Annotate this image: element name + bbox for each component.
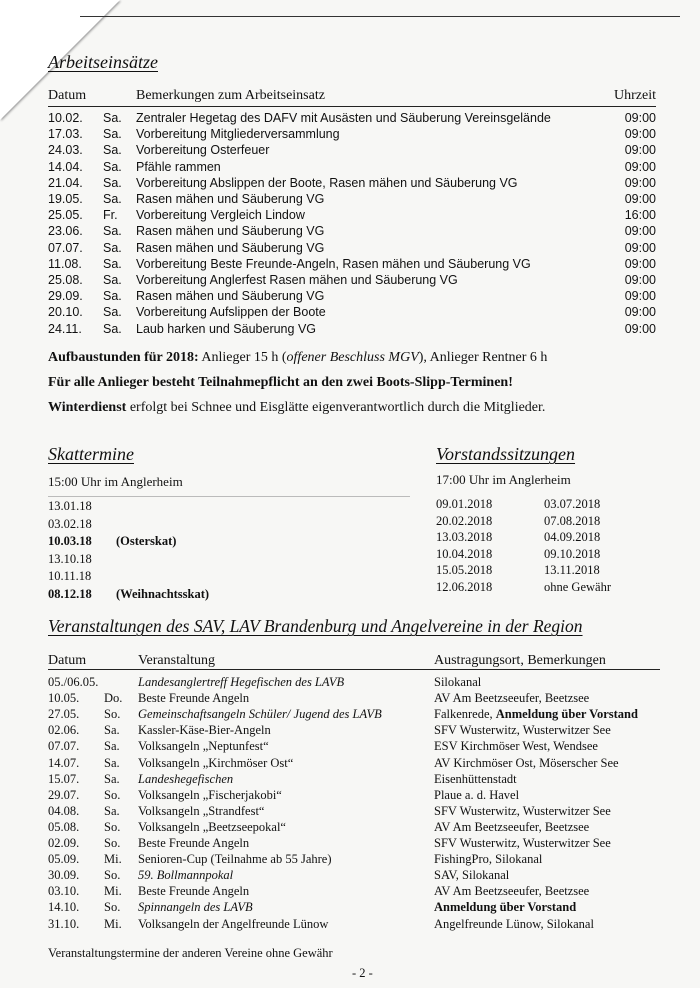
event-place	[434, 787, 519, 803]
work-row-day: Sa.	[103, 256, 122, 271]
event-date: 29.07.	[48, 787, 80, 802]
work-row-note: Vorbereitung Mitgliederversammlung	[136, 127, 340, 142]
notes-hours-label: Aufbaustunden für 2018:	[48, 350, 199, 365]
work-row-date: 10.02.	[48, 111, 83, 125]
event-day: Mi.	[104, 884, 122, 899]
event-place-text: SFV Wusterwitz, Wusterwitzer See	[434, 723, 611, 738]
work-row-day: Sa.	[103, 127, 122, 142]
notes-winter-text: erfolgt bei Schnee und Eisglätte eigenverantwortlich durch die Mitglieder.	[126, 400, 546, 415]
skat-date: 13.01.18	[48, 499, 92, 513]
board-date-right: ohne Gewähr	[544, 579, 611, 594]
work-row-day: Sa.	[103, 224, 122, 239]
event-name: Kassler-Käse-Bier-Angeln	[138, 723, 271, 738]
work-row-time: 09:00	[624, 273, 656, 287]
work-row-day: Sa.	[103, 321, 122, 336]
event-day: So.	[104, 868, 121, 883]
event-place-bold: Anmeldung über Vorstand	[495, 707, 638, 722]
event-name: Gemeinschaftsangeln Schüler/ Jugend des LAVB	[138, 707, 382, 722]
board-date-left: 20.02.2018	[436, 513, 493, 528]
work-title: Arbeitseinsätze	[48, 52, 158, 72]
event-place-text: FishingPro, Silokanal	[434, 852, 543, 867]
event-date: 30.09.	[48, 868, 80, 883]
work-row-note: Vorbereitung Abslippen der Boote, Rasen mähen und Säuberung VG	[136, 175, 518, 190]
event-row	[48, 916, 668, 932]
event-place	[434, 835, 611, 851]
work-row	[48, 321, 656, 337]
event-row	[48, 835, 668, 851]
event-row	[48, 722, 668, 738]
work-row-day: Sa.	[103, 192, 122, 206]
events-header-line-left	[48, 653, 434, 670]
work-row-time: 16:00	[624, 208, 656, 223]
event-day: Sa.	[104, 771, 120, 786]
skat-date: 13.10.18	[48, 551, 92, 566]
event-name: Senioren-Cup (Teilnahme ab 55 Jahre)	[138, 852, 332, 867]
work-row-date: 25.08.	[48, 273, 83, 287]
work-header	[48, 88, 656, 107]
event-date: 27.05.	[48, 707, 80, 722]
work-row-note: Pfähle rammen	[136, 159, 221, 174]
event-place	[434, 690, 589, 706]
work-row-time: 09:00	[624, 192, 656, 206]
event-place-text: AV Am Beetzseeufer, Beetzsee	[434, 819, 590, 834]
event-place-text: AV Kirchmöser Ost, Möserscher See	[434, 755, 619, 770]
event-place-text: Silokanal	[434, 675, 482, 689]
event-place-text: SAV, Silokanal	[434, 868, 510, 883]
work-row	[48, 191, 656, 207]
event-day: Sa.	[104, 739, 120, 754]
work-row-date: 07.07.	[48, 240, 83, 255]
event-date: 02.06.	[48, 723, 80, 738]
event-place	[434, 803, 611, 819]
board-date-right: 07.08.2018	[544, 513, 601, 528]
notes-line-2: Für alle Anlieger besteht Teilnahmepflicht an den zwei Boots-Slipp-Terminen!	[48, 375, 513, 390]
skat-title: Skattermine	[48, 444, 134, 464]
work-row-date: 14.04.	[48, 159, 83, 174]
event-row	[48, 674, 668, 690]
event-place	[434, 899, 576, 915]
work-row-day: Sa.	[103, 273, 122, 287]
event-place	[434, 755, 619, 771]
event-place-text: Plaue a. d. Havel	[434, 787, 520, 802]
work-row	[48, 142, 656, 158]
event-day: Mi.	[104, 852, 122, 867]
work-row-day: Sa.	[103, 143, 122, 158]
event-day: Sa.	[104, 755, 120, 770]
board-date-right: 13.11.2018	[544, 563, 600, 577]
event-name: Landeshegefischen	[138, 771, 234, 786]
work-row-day: Sa.	[103, 240, 122, 255]
work-header-date: Datum	[48, 88, 87, 103]
events-header	[48, 653, 660, 670]
event-place	[434, 819, 589, 835]
event-name: Volksangeln „Fischerjakobi“	[138, 787, 282, 802]
work-row-note: Vorbereitung Anglerfest Rasen mähen und Säuberung VG	[136, 273, 458, 287]
work-row-date: 23.06.	[48, 224, 83, 239]
events-header-date: Datum	[48, 653, 87, 668]
event-day: So.	[104, 900, 121, 915]
work-row-time: 09:00	[624, 256, 656, 271]
event-place-text: SFV Wusterwitz, Wusterwitzer See	[434, 836, 611, 850]
event-place	[434, 674, 481, 690]
work-row	[48, 256, 656, 272]
event-day: Mi.	[104, 916, 122, 931]
event-date: 04.08.	[48, 803, 80, 818]
event-place	[434, 738, 598, 754]
work-row-time: 09:00	[624, 240, 656, 255]
event-date: 10.05.	[48, 691, 80, 706]
skat-subtitle: 15:00 Uhr im Anglerheim	[48, 474, 410, 497]
event-place	[434, 722, 611, 738]
event-row	[48, 706, 668, 722]
work-row	[48, 175, 656, 191]
event-name: Volksangeln „Kirchmöser Ost“	[138, 755, 294, 770]
work-row-note: Zentraler Hegetag des DAFV mit Ausästen und Säuberung Vereinsgelände	[136, 111, 551, 125]
board-date-left: 13.03.2018	[436, 530, 493, 544]
work-row-date: 29.09.	[48, 289, 83, 304]
work-row-day: Sa.	[103, 175, 122, 190]
work-row-time: 09:00	[624, 127, 656, 142]
work-row-time: 09:00	[624, 305, 656, 320]
event-name: Spinnangeln des LAVB	[138, 900, 253, 915]
skat-date: 10.03.18	[48, 534, 92, 548]
notes-winter-label: Winterdienst	[48, 400, 127, 415]
event-row	[48, 803, 668, 819]
event-name: Landesanglertreff Hegefischen des LAVB	[138, 675, 345, 689]
event-date: 03.10.	[48, 884, 80, 899]
event-date: 07.07.	[48, 739, 80, 754]
work-row	[48, 159, 656, 175]
event-day: Sa.	[104, 723, 120, 738]
event-place-text: Angelfreunde Lünow, Silokanal	[434, 916, 594, 931]
event-name: Beste Freunde Angeln	[138, 836, 250, 850]
skat-label: (Osterskat)	[116, 534, 177, 548]
work-row-note: Rasen mähen und Säuberung VG	[136, 224, 325, 239]
event-place-text: AV Am Beetzseeufer, Beetzsee	[434, 884, 590, 899]
event-day: So.	[104, 819, 121, 834]
work-row-day: Sa.	[103, 305, 122, 320]
board-date-right: 03.07.2018	[544, 497, 601, 511]
work-row	[48, 110, 656, 126]
work-row-date: 20.10.	[48, 305, 83, 320]
work-row-day: Sa.	[103, 159, 122, 174]
skat-date: 03.02.18	[48, 516, 92, 531]
event-name: Volksangeln der Angelfreunde Lünow	[138, 916, 329, 931]
event-name: Beste Freunde Angeln	[138, 691, 250, 706]
work-row	[48, 272, 656, 288]
work-row-time: 09:00	[624, 175, 656, 190]
event-row	[48, 851, 668, 867]
event-date: 05./06.05.	[48, 675, 99, 689]
event-place	[434, 916, 594, 932]
event-name: Volksangeln „Beetzseepokal“	[138, 819, 286, 834]
work-row-time: 09:00	[624, 159, 656, 174]
work-row	[48, 207, 656, 223]
work-row-day: Sa.	[103, 289, 122, 304]
board-date-left: 10.04.2018	[436, 546, 493, 561]
work-row-time: 09:00	[624, 289, 656, 304]
events-header-place: Austragungsort, Bemerkungen	[434, 653, 606, 668]
notes-hours-italic: offener Beschluss MGV	[286, 350, 419, 365]
work-row-day: Fr.	[103, 208, 118, 223]
work-row-date: 11.08.	[48, 256, 82, 271]
board-date-left: 09.01.2018	[436, 497, 493, 511]
event-place-text: ESV Kirchmöser West, Wendsee	[434, 739, 598, 754]
event-place-text: Eisenhüttenstadt	[434, 771, 517, 786]
work-row-note: Rasen mähen und Säuberung VG	[136, 192, 325, 206]
events-footnote: Veranstaltungstermine der anderen Vereine ohne Gewähr	[48, 946, 333, 960]
work-row-note: Vorbereitung Aufslippen der Boote	[136, 305, 326, 320]
board-subtitle: 17:00 Uhr im Anglerheim	[436, 472, 571, 487]
event-date: 05.09.	[48, 852, 80, 867]
work-row-day: Sa.	[103, 111, 122, 125]
work-row	[48, 126, 656, 142]
event-date: 02.09.	[48, 836, 80, 850]
event-place-bold: Anmeldung über Vorstand	[434, 900, 577, 915]
event-place-text: SFV Wusterwitz, Wusterwitzer See	[434, 803, 611, 818]
notes-hours-b: ), Anlieger Rentner 6 h	[418, 350, 548, 365]
event-place	[434, 706, 638, 722]
event-row	[48, 867, 668, 883]
top-rule	[80, 16, 680, 17]
event-date: 14.07.	[48, 755, 80, 770]
work-row	[48, 223, 656, 239]
board-date-left: 12.06.2018	[436, 579, 493, 594]
event-row	[48, 883, 668, 899]
work-row-time: 09:00	[624, 321, 656, 336]
work-row-time: 09:00	[624, 111, 656, 125]
event-day: Do.	[104, 691, 123, 706]
work-row	[48, 240, 656, 256]
events-title: Veranstaltungen des SAV, LAV Brandenburg und Angelvereine in der Region	[48, 616, 583, 636]
skat-date: 10.11.18	[48, 569, 92, 583]
work-header-note: Bemerkungen zum Arbeitseinsatz	[136, 88, 325, 103]
event-row	[48, 738, 668, 754]
work-row-note: Vorbereitung Beste Freunde-Angeln, Rasen mähen und Säuberung VG	[136, 256, 531, 271]
event-place	[434, 851, 542, 867]
event-day: So.	[104, 707, 121, 722]
work-row-date: 24.11.	[48, 321, 82, 336]
work-row-date: 19.05.	[48, 192, 83, 206]
events-header-event: Veranstaltung	[138, 653, 215, 668]
event-date: 15.07.	[48, 771, 80, 786]
work-header-time: Uhrzeit	[614, 88, 656, 103]
work-row-date: 17.03.	[48, 127, 83, 142]
event-name: Volksangeln „Strandfest“	[138, 803, 265, 818]
event-name: 59. Bollmannpokal	[138, 868, 234, 883]
work-row-date: 21.04.	[48, 175, 83, 190]
board-date-right: 04.09.2018	[544, 530, 601, 544]
board-title: Vorstandssitzungen	[436, 444, 576, 464]
event-row	[48, 787, 668, 803]
notes-line-1	[48, 350, 547, 366]
board-date-right: 09.10.2018	[544, 546, 601, 561]
event-date: 05.08.	[48, 819, 80, 834]
event-name: Beste Freunde Angeln	[138, 884, 250, 899]
work-row-date: 24.03.	[48, 143, 83, 158]
event-name: Volksangeln „Neptunfest“	[138, 739, 269, 754]
page-number: - 2 -	[352, 966, 373, 980]
work-row-time: 09:00	[624, 143, 656, 158]
work-row-note: Vorbereitung Osterfeuer	[136, 143, 270, 158]
event-day: So.	[104, 787, 121, 802]
work-row-time: 09:00	[624, 224, 656, 239]
event-row	[48, 690, 668, 706]
work-row	[48, 288, 656, 304]
event-place	[434, 883, 589, 899]
event-row	[48, 771, 668, 787]
event-row	[48, 819, 668, 835]
board-date-left: 15.05.2018	[436, 563, 493, 577]
work-row-note: Vorbereitung Vergleich Lindow	[136, 208, 305, 223]
event-day: Sa.	[104, 803, 120, 818]
work-row-note: Laub harken und Säuberung VG	[136, 321, 316, 336]
work-row-note: Rasen mähen und Säuberung VG	[136, 240, 325, 255]
notes-hours-a: Anlieger 15 h (	[198, 350, 287, 365]
work-row-date: 25.05.	[48, 208, 83, 223]
event-day: So.	[104, 836, 121, 850]
event-place	[434, 771, 517, 787]
notes-line-3	[48, 400, 545, 416]
event-row	[48, 899, 668, 915]
work-row-note: Rasen mähen und Säuberung VG	[136, 289, 325, 304]
event-place	[434, 867, 509, 883]
skat-label: (Weihnachtsskat)	[116, 586, 210, 601]
event-row	[48, 755, 668, 771]
event-date: 31.10.	[48, 916, 80, 931]
work-row	[48, 304, 656, 320]
event-place-text: AV Am Beetzseeufer, Beetzsee	[434, 691, 590, 706]
event-date: 14.10.	[48, 900, 80, 915]
skat-date: 08.12.18	[48, 586, 92, 601]
event-place-text: Falkenrede,	[434, 707, 496, 722]
